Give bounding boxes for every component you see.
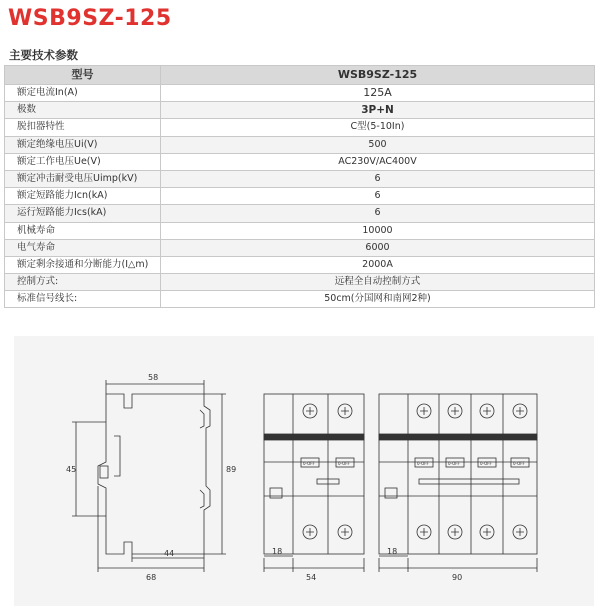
switch-label: 0-OFF (448, 461, 460, 466)
dim-four-pole-width: 90 (452, 573, 463, 582)
row-label: 额定绝缘电压Ui(V) (5, 136, 161, 153)
table-row (5, 153, 595, 170)
header-value: WSB9SZ-125 (161, 66, 595, 85)
header-label: 型号 (5, 66, 161, 85)
row-label: 标准信号线长: (5, 291, 161, 308)
table-header-row (5, 66, 595, 85)
row-value: 6 (161, 188, 595, 205)
dim-side-height-inner: 45 (66, 465, 77, 474)
two-pole-view (264, 394, 364, 572)
row-value: AC230V/AC400V (161, 153, 595, 170)
row-label: 额定剩余接通和分断能力(I△m) (5, 256, 161, 273)
row-label: 电气寿命 (5, 239, 161, 256)
table-row (5, 119, 595, 136)
section-title: 主要技术参数 (9, 48, 78, 62)
dim-four-pole-offset: 18 (387, 547, 398, 556)
row-value: 3P+N (161, 102, 595, 119)
dimension-drawing (14, 336, 594, 606)
side-view (72, 380, 226, 572)
dimension-drawing-svg (14, 336, 594, 606)
row-label: 脱扣器特性 (5, 119, 161, 136)
spec-table (4, 65, 595, 308)
switch-label: 0-OFF (338, 461, 350, 466)
dim-side-width: 58 (148, 373, 159, 382)
row-label: 额定电流In(A) (5, 85, 161, 102)
switch-label: 0-OFF (480, 461, 492, 466)
table-row (5, 205, 595, 222)
table-row (5, 85, 595, 102)
row-value: 10000 (161, 222, 595, 239)
product-title: WSB9SZ-125 (8, 6, 172, 31)
table-row (5, 170, 595, 187)
row-label: 运行短路能力Ics(kA) (5, 205, 161, 222)
switch-label: 0-OFF (303, 461, 315, 466)
switch-label: 0-OFF (513, 461, 525, 466)
table-row (5, 102, 595, 119)
row-value: 6 (161, 170, 595, 187)
row-value: 6 (161, 205, 595, 222)
dim-side-height-total: 89 (226, 465, 237, 474)
switch-label: 0-OFF (417, 461, 429, 466)
dim-side-depth-total: 68 (146, 573, 157, 582)
dim-two-pole-offset: 18 (272, 547, 283, 556)
row-value: 6000 (161, 239, 595, 256)
row-value: 50cm(分国网和南网2种) (161, 291, 595, 308)
row-label: 额定冲击耐受电压Uimp(kV) (5, 170, 161, 187)
row-value: 2000A (161, 256, 595, 273)
table-row (5, 274, 595, 291)
row-label: 极数 (5, 102, 161, 119)
row-value: 500 (161, 136, 595, 153)
row-label: 额定短路能力Icn(kA) (5, 188, 161, 205)
table-row (5, 136, 595, 153)
row-value: 远程全自动控制方式 (161, 274, 595, 291)
four-pole-view (379, 394, 537, 572)
table-row (5, 239, 595, 256)
table-row (5, 188, 595, 205)
row-label: 额定工作电压Ue(V) (5, 153, 161, 170)
dim-two-pole-width: 54 (306, 573, 317, 582)
row-value: 125A (161, 85, 595, 102)
table-row (5, 291, 595, 308)
dim-side-depth-inner: 44 (164, 549, 175, 558)
row-label: 控制方式: (5, 274, 161, 291)
row-label: 机械寿命 (5, 222, 161, 239)
table-row (5, 222, 595, 239)
row-value: C型(5-10In) (161, 119, 595, 136)
table-row (5, 256, 595, 273)
